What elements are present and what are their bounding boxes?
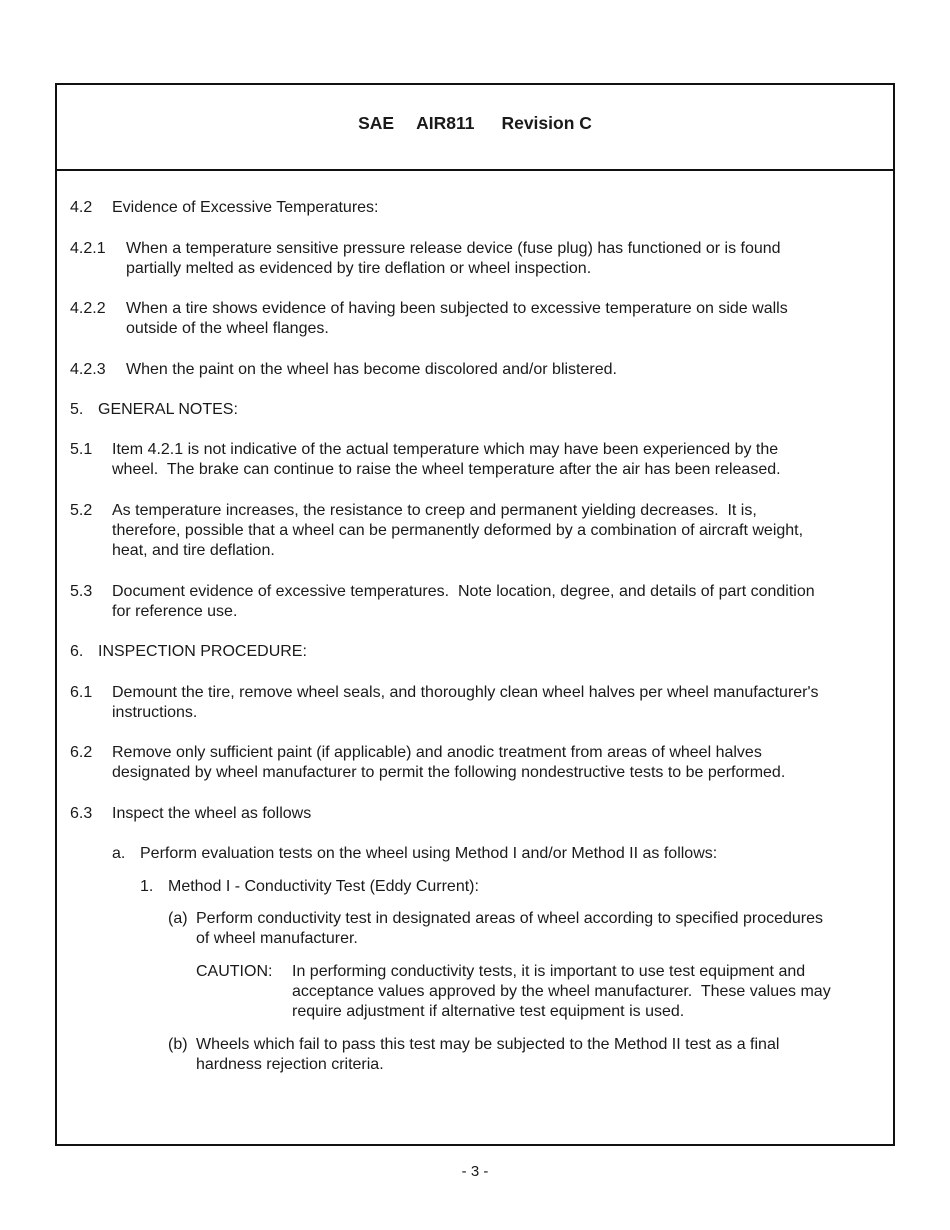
paragraph-line: Item 4.2.1 is not indicative of the actual temperature which may have been experienced by the <box>112 441 779 458</box>
paragraph-line: When a temperature sensitive pressure release device (fuse plug) has functioned or is found <box>126 240 781 257</box>
section-heading: INSPECTION PROCEDURE: <box>98 643 307 660</box>
section-heading: GENERAL NOTES: <box>98 401 238 418</box>
paragraph-line: designated by wheel manufacturer to permit the following nondestructive tests to be performed. <box>112 764 786 781</box>
header-title <box>57 113 893 134</box>
paragraph-line: Remove only sufficient paint (if applicable) and anodic treatment from areas of wheel halves <box>112 744 762 761</box>
section-number: 5. <box>70 401 84 418</box>
paragraph-line: Demount the tire, remove wheel seals, and thoroughly clean wheel halves per wheel manufacturer's <box>112 684 819 701</box>
section-number: 5.1 <box>70 441 93 458</box>
list-item-text: of wheel manufacturer. <box>196 930 358 947</box>
list-item-text: Method I - Conductivity Test (Eddy Current): <box>168 878 479 895</box>
paragraph-line: for reference use. <box>112 603 238 620</box>
header-org: SAE <box>358 113 395 133</box>
paragraph-line: Document evidence of excessive temperatures. Note location, degree, and details of part condition <box>112 583 815 600</box>
paragraph-line: When a tire shows evidence of having been subjected to excessive temperature on side walls <box>126 300 788 317</box>
paragraph-line: therefore, possible that a wheel can be permanently deformed by a combination of aircraft weight, <box>112 522 804 539</box>
list-item-text: Perform conductivity test in designated areas of wheel according to specified procedures <box>196 910 824 927</box>
section-number: 6.1 <box>70 684 93 701</box>
section-number: 4.2 <box>70 199 93 216</box>
section-number: 4.2.2 <box>70 300 106 317</box>
paragraph-line: When the paint on the wheel has become discolored and/or blistered. <box>126 361 617 378</box>
caution-text: require adjustment if alternative test equipment is used. <box>292 1003 685 1020</box>
section-number: 4.2.3 <box>70 361 106 378</box>
list-marker: a. <box>112 845 126 862</box>
section-number: 4.2.1 <box>70 240 106 257</box>
document-header <box>57 85 893 171</box>
paragraph-line: heat, and tire deflation. <box>112 542 275 559</box>
caution-text: acceptance values approved by the wheel manufacturer. These values may <box>292 983 831 1000</box>
caution-label: CAUTION: <box>196 963 273 980</box>
paragraph-line: outside of the wheel flanges. <box>126 320 329 337</box>
paragraph-line: instructions. <box>112 704 198 721</box>
section-number: 6.2 <box>70 744 93 761</box>
paragraph-line: wheel. The brake can continue to raise the wheel temperature after the air has been released. <box>112 461 781 478</box>
paragraph-line: partially melted as evidenced by tire deflation or wheel inspection. <box>126 260 592 277</box>
list-marker: (a) <box>168 910 188 927</box>
list-marker: (b) <box>168 1036 188 1053</box>
list-item-text: Wheels which fail to pass this test may be subjected to the Method II test as a final <box>196 1036 780 1053</box>
list-item-text: Perform evaluation tests on the wheel using Method I and/or Method II as follows: <box>140 845 718 862</box>
page-number: - 3 - <box>461 1163 489 1180</box>
section-number: 6. <box>70 643 84 660</box>
section-heading: Evidence of Excessive Temperatures: <box>112 199 379 216</box>
section-number: 5.3 <box>70 583 93 600</box>
paragraph-line: As temperature increases, the resistance to creep and permanent yielding decreases. It is, <box>112 502 757 519</box>
list-item-text: hardness rejection criteria. <box>196 1056 384 1073</box>
section-number: 5.2 <box>70 502 93 519</box>
section-number: 6.3 <box>70 805 93 822</box>
header-revision: Revision C <box>501 113 592 133</box>
caution-text: In performing conductivity tests, it is important to use test equipment and <box>292 963 806 980</box>
header-doc-number: AIR811 <box>416 113 475 133</box>
paragraph-line: Inspect the wheel as follows <box>112 805 312 822</box>
list-marker: 1. <box>140 878 154 895</box>
